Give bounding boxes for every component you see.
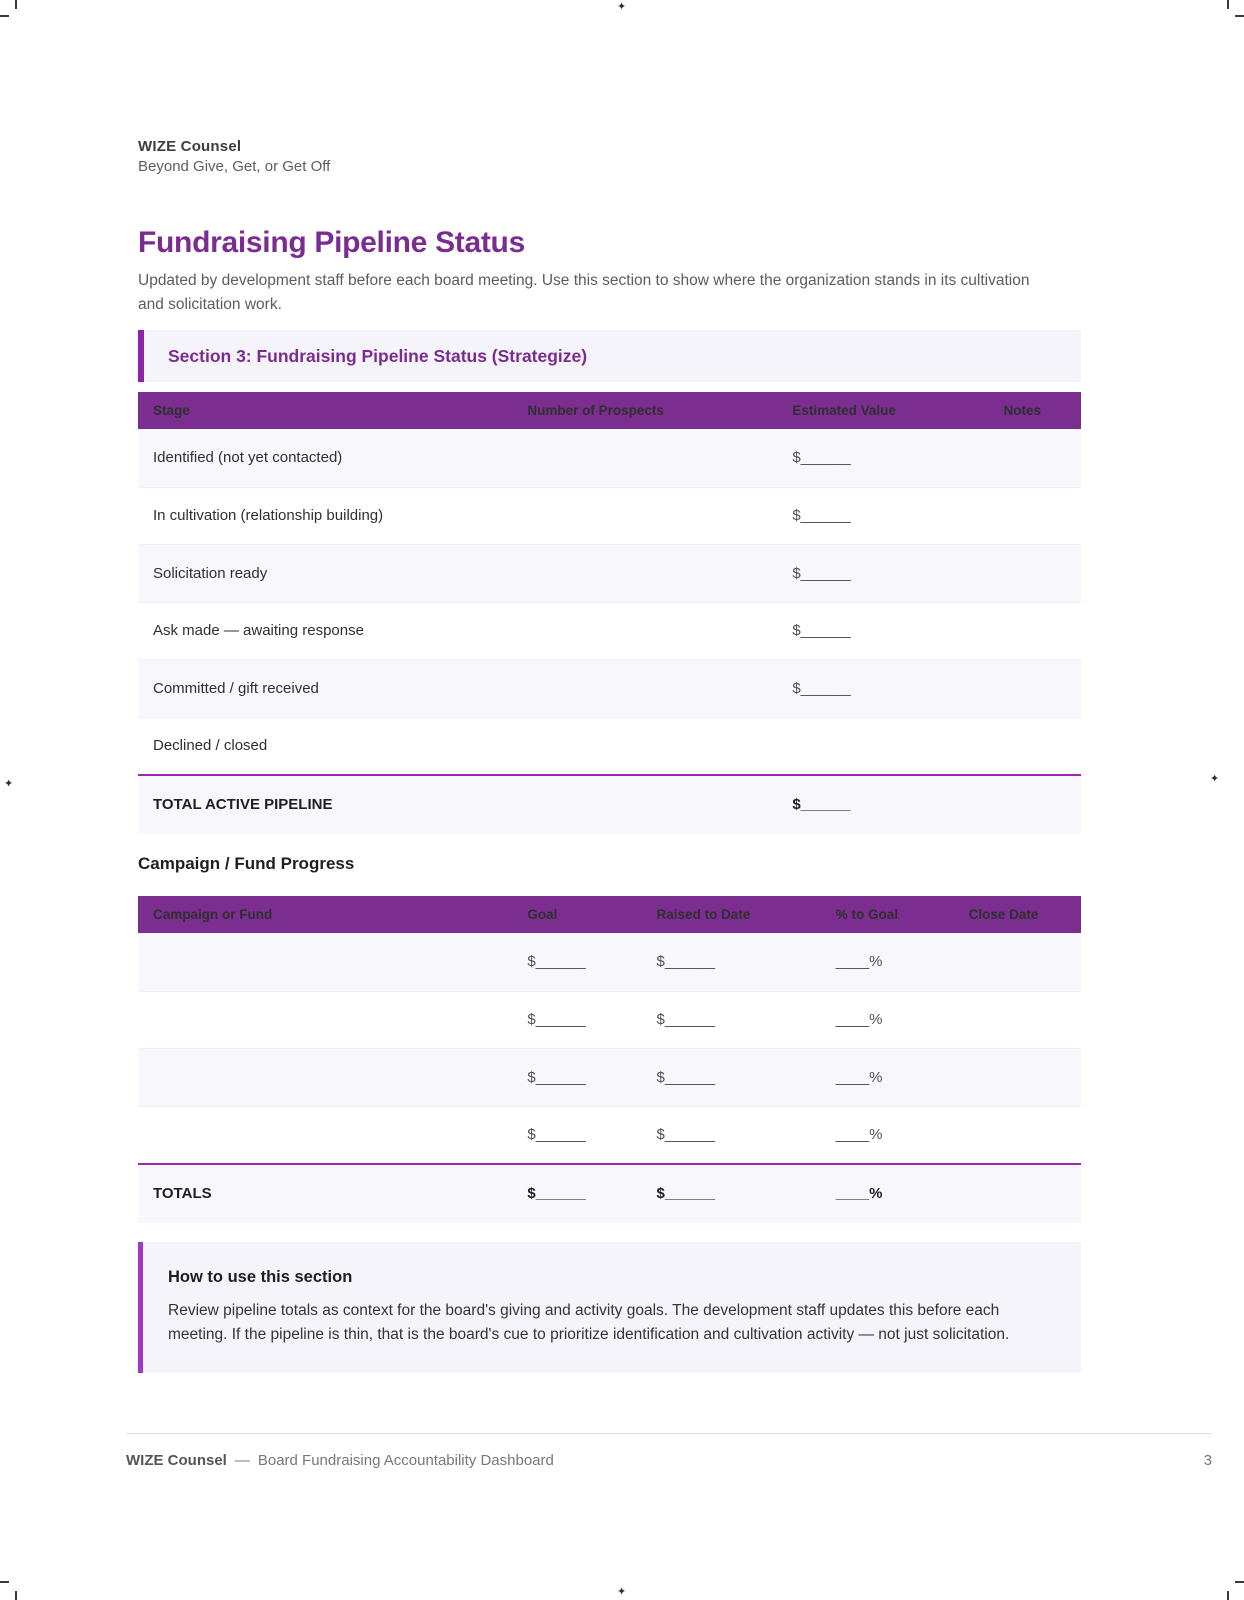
column-header-close-date: Close Date [968, 907, 1039, 922]
table-row [138, 1048, 1081, 1106]
stage-cell: Ask made — awaiting response [153, 622, 364, 640]
footer-text [126, 1452, 554, 1469]
pct-blank: ____% [835, 1126, 883, 1144]
raised-blank: $______ [656, 1126, 715, 1144]
column-header-notes: Notes [1003, 403, 1042, 418]
estimated-value-blank: $______ [792, 564, 851, 582]
pipeline-table-header [138, 392, 1081, 429]
crop-mark-bottom-right-h [1235, 1581, 1244, 1583]
stage-cell: Identified (not yet contacted) [153, 449, 343, 467]
column-header-pct-to-goal: % to Goal [835, 907, 898, 922]
crop-mark-top-left-v [15, 0, 17, 9]
column-header-prospects: Number of Prospects [527, 403, 664, 418]
stage-cell: In cultivation (relationship building) [153, 507, 384, 525]
registration-star-icon: ✦ [617, 1586, 627, 1598]
callout-heading: How to use this section [168, 1268, 353, 1286]
crop-mark-bottom-right-v [1227, 1591, 1229, 1600]
table-row [138, 659, 1081, 717]
stage-cell: Solicitation ready [153, 564, 268, 582]
callout-body: Review pipeline totals as context for the board's giving and activity goals. The development staff updates this before each meeting. If the pipeline is thin, that is the board's cue to prioritize identification and cultivation activity — not just solicitation. [168, 1302, 1010, 1344]
page-footer [126, 1452, 1212, 1469]
campaign-table [138, 896, 1081, 1223]
goal-blank: $______ [527, 1068, 586, 1086]
section-banner [138, 330, 1081, 382]
footer-doc-title: Board Fundraising Accountability Dashboard [257, 1452, 554, 1469]
registration-star-icon: ✦ [4, 778, 14, 790]
estimated-value-blank: $______ [792, 622, 851, 640]
how-to-use-callout [138, 1242, 1081, 1373]
pct-blank: ____% [835, 953, 883, 971]
crop-mark-bottom-left-v [15, 1591, 17, 1600]
pct-blank: ____% [835, 1068, 883, 1086]
estimated-value-blank: $______ [792, 679, 851, 697]
pct-blank: ____% [835, 1185, 883, 1203]
table-row [138, 717, 1081, 775]
pct-blank: ____% [835, 1011, 883, 1029]
campaign-table-header [138, 896, 1081, 933]
crop-mark-top-right-h [1235, 15, 1244, 17]
crop-mark-top-right-v [1227, 0, 1229, 9]
total-row [138, 776, 1081, 834]
raised-blank: $______ [656, 1011, 715, 1029]
table-row [138, 1106, 1081, 1164]
table-row [138, 429, 1081, 487]
brand-name: WIZE Counsel [138, 138, 242, 155]
total-label: TOTAL ACTIVE PIPELINE [153, 796, 333, 814]
goal-blank: $______ [527, 1126, 586, 1144]
goal-blank: $______ [527, 953, 586, 971]
column-header-stage: Stage [153, 403, 190, 418]
intro-text: Updated by development staff before each board meeting. Use this section to show where the organization stands in its cultivation and solicitation work. [138, 272, 1030, 314]
brand-tagline: Beyond Give, Get, or Get Off [138, 158, 331, 175]
raised-blank: $______ [656, 1068, 715, 1086]
estimated-value-blank: $______ [792, 507, 851, 525]
registration-star-icon: ✦ [1210, 773, 1220, 785]
table-row [138, 544, 1081, 602]
section-banner-label: Section 3: Fundraising Pipeline Status (Strategize) [168, 345, 588, 366]
column-header-estimated-value: Estimated Value [792, 403, 896, 418]
raised-blank: $______ [656, 953, 715, 971]
campaign-progress-heading: Campaign / Fund Progress [138, 854, 355, 873]
footer-dash: — [234, 1452, 250, 1469]
goal-blank: $______ [527, 1185, 586, 1203]
crop-mark-top-left-h [0, 15, 9, 17]
totals-row [138, 1165, 1081, 1223]
page-number: 3 [1203, 1452, 1212, 1469]
pipeline-table [138, 392, 1081, 834]
totals-label: TOTALS [153, 1185, 212, 1203]
registration-star-icon: ✦ [617, 1, 627, 13]
raised-blank: $______ [656, 1185, 715, 1203]
footer-brand: WIZE Counsel [126, 1452, 227, 1469]
table-row [138, 602, 1081, 660]
stage-cell: Committed / gift received [153, 679, 319, 697]
document-header [138, 138, 330, 175]
crop-mark-bottom-left-h [0, 1581, 9, 1583]
column-header-raised: Raised to Date [656, 907, 751, 922]
table-row [138, 991, 1081, 1049]
stage-cell: Declined / closed [153, 737, 268, 755]
column-header-goal: Goal [527, 907, 558, 922]
estimated-value-blank: $______ [792, 796, 851, 814]
footer-divider [126, 1433, 1212, 1434]
goal-blank: $______ [527, 1011, 586, 1029]
page-title: Fundraising Pipeline Status [138, 226, 525, 259]
table-row [138, 933, 1081, 991]
estimated-value-blank: $______ [792, 449, 851, 467]
column-header-campaign: Campaign or Fund [153, 907, 273, 922]
table-row [138, 487, 1081, 545]
